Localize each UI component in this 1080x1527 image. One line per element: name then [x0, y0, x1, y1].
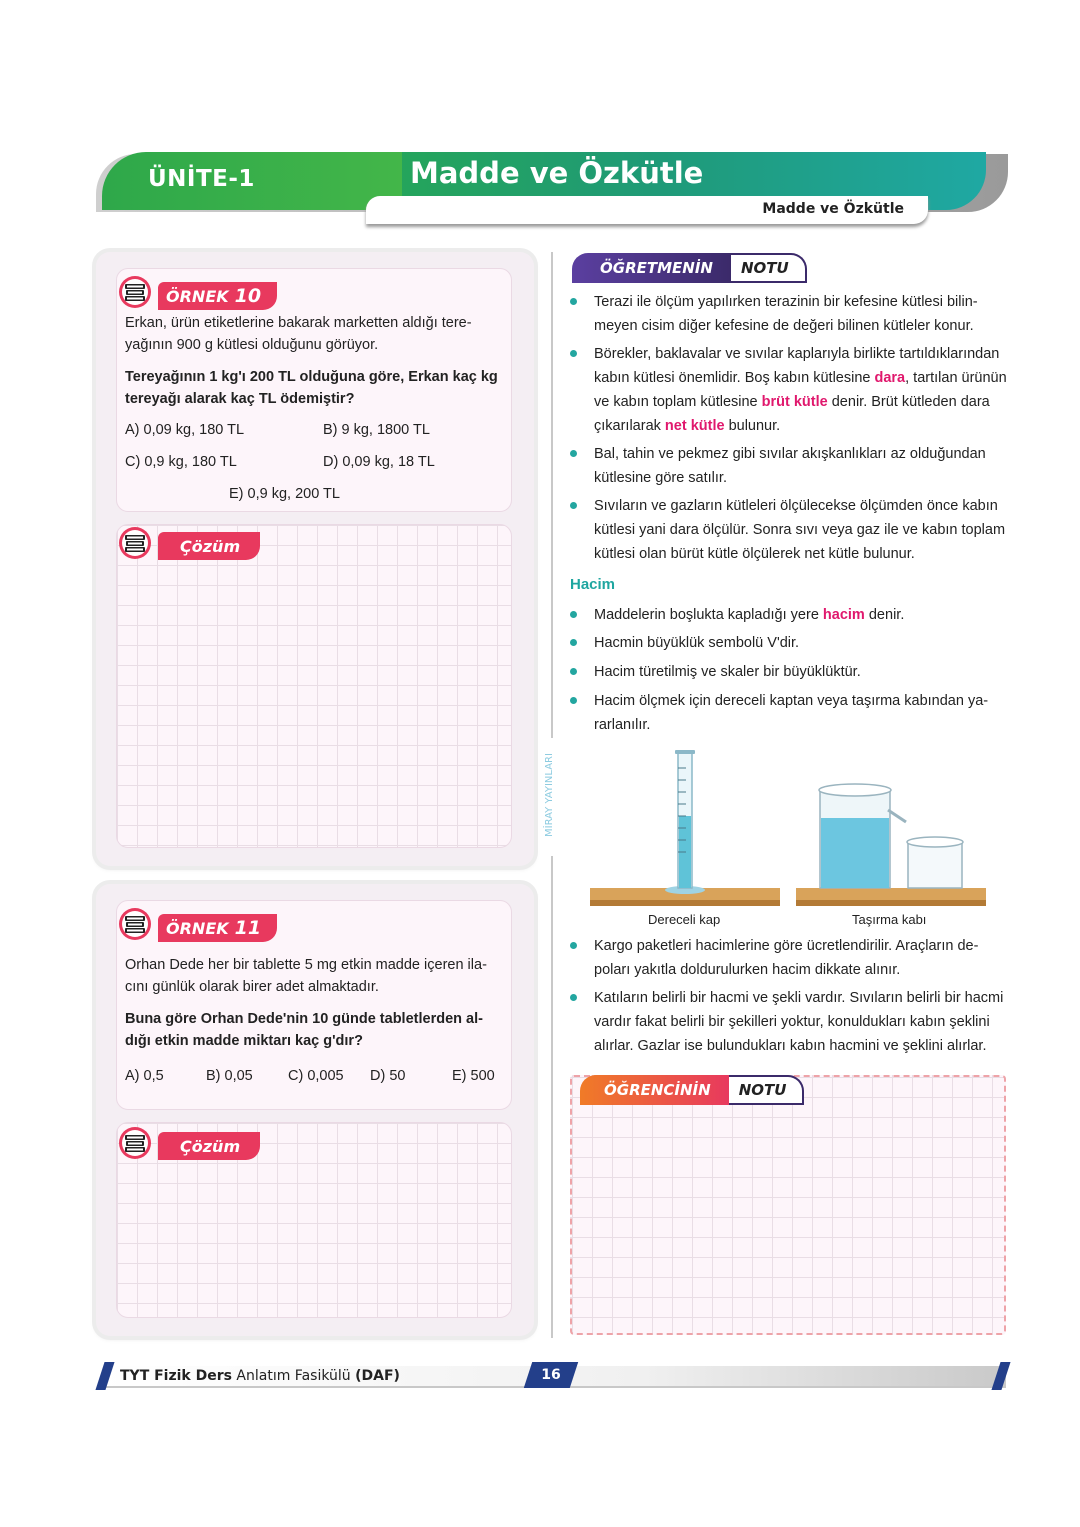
- bullet-text: denir. Brüt kütleden dara çıkarılarak: [594, 394, 990, 434]
- teacher-note-bullet: [594, 290, 1008, 338]
- page-number-badge: [524, 1362, 578, 1388]
- example-11-option-c[interactable]: C) 0,005: [288, 1068, 344, 1084]
- bullet-text: Hacim ölçmek için dereceli kaptan veya taşırma kabından yararlanılır.: [594, 693, 989, 733]
- footer-title-bold: TYT Fizik Ders: [120, 1368, 232, 1384]
- book-stack-icon: [118, 1126, 152, 1160]
- example-10-option-a[interactable]: A) 0,09 kg, 180 TL: [125, 422, 245, 438]
- example-11-option-e[interactable]: E) 500: [452, 1068, 495, 1084]
- bullet-dot-icon: [570, 639, 577, 646]
- caption-overflow-vessel: Taşırma kabı: [852, 912, 927, 927]
- teacher-note-bullet: [594, 342, 1008, 438]
- student-note-label-right-box: [729, 1075, 805, 1105]
- example-11-question: Buna göre Orhan Dede'nin 10 günde tabletlerden aldığı etkin madde miktarı kaç g'dır?: [125, 1011, 483, 1049]
- example-11-tag-number: 11: [234, 917, 262, 939]
- footer-book-title: [120, 1368, 400, 1384]
- example-10-option-b[interactable]: B) 9 kg, 1800 TL: [323, 422, 430, 438]
- highlighted-term: dara: [874, 370, 906, 386]
- volume-bullet: [594, 631, 1008, 655]
- brand-vertical-text: MİRAY YAYINLARI: [544, 753, 555, 837]
- student-note-label-right: NOTU: [738, 1081, 787, 1099]
- student-note-tag: [580, 1074, 804, 1106]
- volume-bullet: [594, 660, 1008, 684]
- graduated-cylinder-icon: [665, 750, 705, 894]
- footer-title-suffix: (DAF): [355, 1368, 400, 1384]
- highlighted-term: hacim: [822, 607, 865, 623]
- column-divider-top: [551, 252, 553, 738]
- volume-instruments-illustration: [588, 748, 988, 912]
- teacher-note-label-right: NOTU: [740, 259, 789, 277]
- example-11-solution-tag: [158, 1132, 260, 1160]
- student-note-label-left: ÖĞRENCİNİN: [604, 1081, 711, 1099]
- teacher-note-label-left-box: [572, 253, 731, 283]
- teacher-note-label-right-box: [731, 253, 807, 283]
- bullet-dot-icon: [570, 502, 577, 509]
- example-10-text: Erkan, ürün etiketlerine bakarak marketten aldığı tereyağının 900 g kütlesi olduğunu görüyor.: [125, 315, 472, 353]
- section-subtitle: Madde ve Özkütle: [762, 201, 904, 217]
- example-10-solution-label: Çözüm: [180, 536, 241, 556]
- book-stack-icon: [118, 526, 152, 560]
- overflow-vessel-icon: [819, 784, 906, 888]
- bullet-dot-icon: [570, 450, 577, 457]
- example-10-question: Tereyağının 1 kg'ı 200 TL olduğuna göre, Erkan kaç kg tereyağı alarak kaç TL ödemiştir?: [125, 369, 498, 407]
- footer-title-normal: Anlatım Fasikülü: [231, 1368, 356, 1384]
- example-10-option-c[interactable]: C) 0,9 kg, 180 TL: [125, 454, 237, 470]
- example-10-tag: [158, 282, 277, 310]
- example-11-tag: [158, 914, 277, 942]
- example-11-option-d[interactable]: D) 50: [370, 1068, 406, 1084]
- bullet-text: Katıların belirli bir hacmi ve şekli vardır. Sıvıların belirli bir hacmi vardır fakat belirli bir şekilleri yoktur, konuldukları kabın şeklini alırlar. Gazlar ise bulundukları kabın hacmini ve şeklini alırlar.: [594, 990, 1004, 1054]
- page-number: 16: [541, 1367, 561, 1383]
- bullet-text: Terazi ile ölçüm yapılırken terazinin bir kefesine kütlesi bilinmeyen cisim diğer kefesine de değeri bilinen kütleler konur.: [594, 294, 978, 334]
- bullet-dot-icon: [570, 611, 577, 618]
- bullet-text: , tartılan ürünün ve kabın toplam kütlesine: [594, 370, 1007, 410]
- bullet-text: Sıvıların ve gazların kütleleri ölçülecekse ölçümden önce kabın kütlesi yani dara ölçülür. Sonra sıvı veya gaz ile ve kabın toplam kütlesi olan bürüt kütle ölçülerek net kütle bulunur.: [594, 498, 1006, 562]
- subtitle-bar: [366, 196, 928, 224]
- bullet-dot-icon: [570, 298, 577, 305]
- bullet-text: Kargo paketleri hacimlerine göre ücretlendirilir. Araçların depoları yakıtla doldurulurken hacim dikkate alınır.: [594, 938, 979, 978]
- bullet-text: denir.: [864, 607, 905, 623]
- student-note-label-left-box: [580, 1075, 729, 1105]
- student-note-area[interactable]: [570, 1075, 1006, 1335]
- book-stack-icon: [118, 275, 152, 309]
- teacher-note-label-left: ÖĞRETMENİN: [600, 259, 713, 277]
- bullet-text: Börekler, baklavalar ve sıvılar kaplarıyla birlikte tartıldıklarından kabın kütlesi önemlidir. Boş kabın kütlesine: [594, 346, 1000, 386]
- volume-bullet: [594, 986, 1008, 1058]
- book-stack-icon: [118, 907, 152, 941]
- beaker-icon: [907, 837, 963, 888]
- highlighted-term: brüt kütle: [761, 394, 828, 410]
- bullet-text: bulunur.: [724, 418, 781, 434]
- volume-bullet: [594, 689, 1008, 737]
- example-10-tag-label: ÖRNEK: [166, 286, 229, 306]
- caption-graduated-cylinder: Dereceli kap: [648, 912, 721, 927]
- bullet-text: Hacim türetilmiş ve skaler bir büyüklüktür.: [594, 664, 861, 680]
- teacher-note-tag: [572, 252, 807, 284]
- volume-bullet: [594, 603, 1008, 627]
- example-10-tag-number: 10: [234, 285, 262, 307]
- bullet-text: Maddelerin boşlukta kapladığı yere: [594, 607, 823, 623]
- bullet-text: Hacmin büyüklük sembolü V'dir.: [594, 635, 800, 651]
- example-11-option-b[interactable]: B) 0,05: [206, 1068, 253, 1084]
- teacher-note-bullet: [594, 494, 1008, 566]
- bullet-text: Bal, tahin ve pekmez gibi sıvılar akışkanlıkları az olduğundan kütlesine göre satılır.: [594, 446, 986, 486]
- bullet-dot-icon: [570, 350, 577, 357]
- volume-bullet: [594, 934, 1008, 982]
- column-divider-bottom: [551, 856, 553, 1338]
- page-title: Madde ve Özkütle: [410, 156, 704, 190]
- bullet-dot-icon: [570, 994, 577, 1001]
- example-10-solution-grid: [116, 524, 512, 848]
- unit-label: ÜNİTE-1: [148, 166, 255, 192]
- example-11-tag-label: ÖRNEK: [166, 918, 229, 938]
- teacher-note-bullet: [594, 442, 1008, 490]
- example-11-card: [96, 884, 534, 1336]
- volume-section-title: Hacim: [570, 576, 616, 593]
- example-10-option-e[interactable]: E) 0,9 kg, 200 TL: [229, 486, 340, 502]
- example-11-solution-label: Çözüm: [180, 1136, 241, 1156]
- example-10-option-d[interactable]: D) 0,09 kg, 18 TL: [323, 454, 435, 470]
- unit-header: [96, 150, 1008, 228]
- example-11-text: Orhan Dede her bir tablette 5 mg etkin madde içeren ilacını günlük olarak birer adet almaktadır.: [125, 957, 487, 995]
- bullet-dot-icon: [570, 942, 577, 949]
- example-10-solution-tag: [158, 532, 260, 560]
- bullet-dot-icon: [570, 697, 577, 704]
- highlighted-term: net kütle: [664, 418, 725, 434]
- example-11-option-a[interactable]: A) 0,5: [125, 1068, 164, 1084]
- bullet-dot-icon: [570, 668, 577, 675]
